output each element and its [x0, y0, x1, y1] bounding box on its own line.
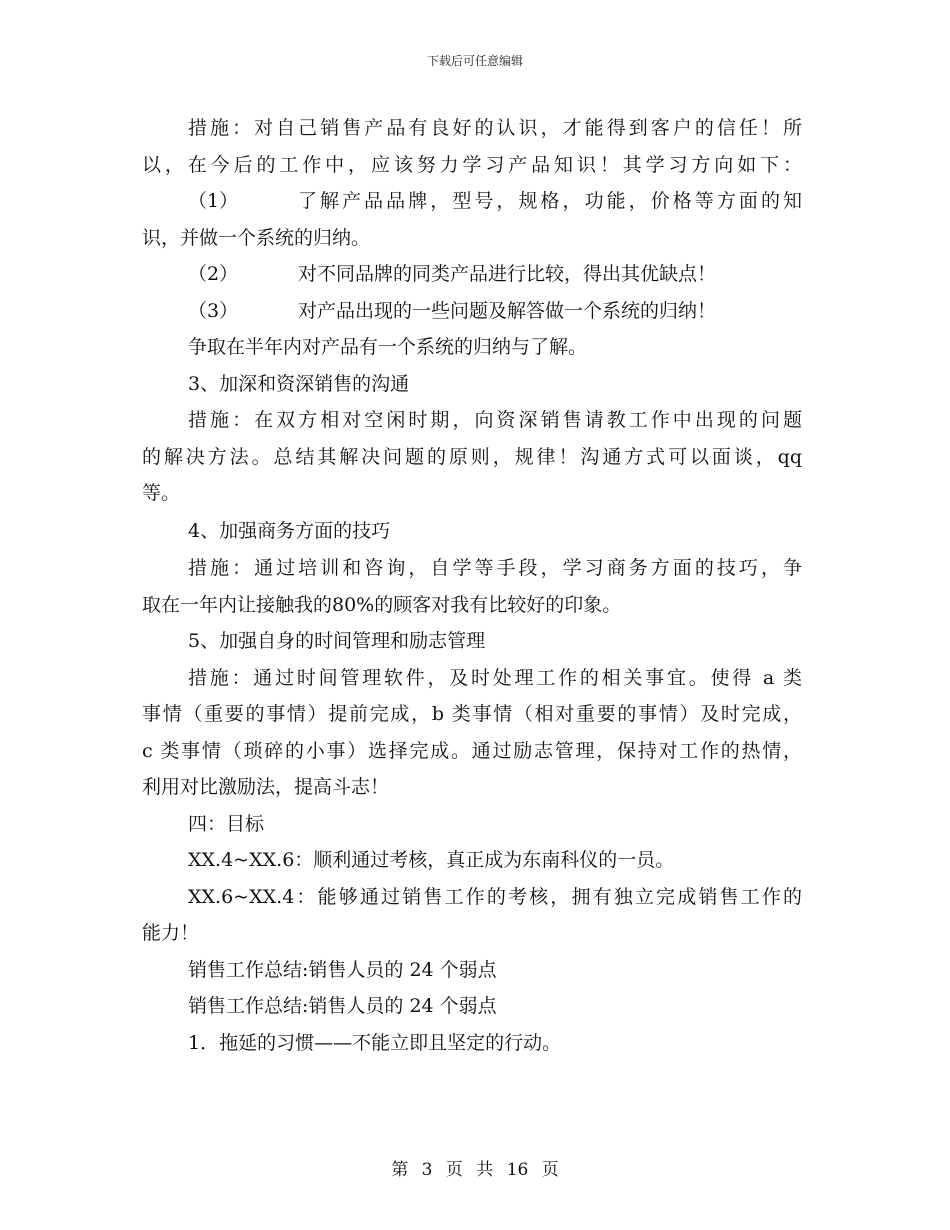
list-item: 1．拖延的习惯——不能立即且坚定的行动。: [188, 1031, 562, 1054]
section-heading: 销售工作总结:销售人员的 24 个弱点: [188, 958, 497, 981]
paragraph-line: 措施：在双方相对空闲时期，向资深销售请教工作中出现的问题: [188, 409, 802, 431]
paragraph-line: 利用对比激励法，提高斗志！: [142, 776, 390, 798]
paragraph-line: XX.6~XX.4：能够通过销售工作的考核，拥有独立完成销售工作的: [188, 885, 802, 908]
section-heading: 4、加强商务方面的技巧: [188, 519, 391, 542]
enum-item-1: [142, 183, 802, 220]
paragraph-line: 取在一年内让接触我的80%的顾客对我有比较好的印象。: [142, 593, 622, 616]
enum-text: 了解产品品牌，型号，规格，功能，价格等方面的知: [298, 190, 802, 212]
enum-item-2: [142, 256, 802, 293]
paragraph-line: 措施：对自己销售产品有良好的认识，才能得到客户的信任！所: [188, 117, 802, 139]
paragraph-line: 能力！: [142, 922, 200, 944]
enum-text: 对产品出现的一些问题及解答做一个系统的归纳！: [298, 299, 717, 322]
paragraph-line: 事情（重要的事情）提前完成，b 类事情（相对重要的事情）及时完成，: [142, 703, 802, 725]
enum-number: （1）: [188, 190, 239, 212]
paragraph-line: 等。: [142, 482, 181, 504]
document-body: [142, 110, 802, 1061]
page-header: 下载后可任意编辑: [426, 54, 523, 68]
paragraph-line: 识，并做一个系统的归纳。: [142, 226, 371, 249]
page-footer: 第 3 页 共 16 页: [391, 1160, 559, 1180]
paragraph-line: 争取在半年内对产品有一个系统的归纳与了解。: [188, 336, 588, 358]
paragraph-line: 的解决方法。总结其解决问题的原则，规律！沟通方式可以面谈，qq: [142, 445, 802, 468]
section-heading: 5、加强自身的时间管理和励志管理: [188, 630, 486, 652]
enum-item-3: [142, 293, 802, 330]
paragraph-line: c 类事情（琐碎的小事）选择完成。通过励志管理，保持对工作的热情，: [142, 739, 802, 762]
paragraph-line: 以，在今后的工作中，应该努力学习产品知识！其学习方向如下：: [142, 153, 802, 176]
enum-text: 对不同品牌的同类产品进行比较，得出其优缺点！: [298, 263, 717, 285]
section-heading: 四：目标: [188, 812, 265, 835]
enum-number: （3）: [188, 299, 239, 322]
section-heading: 销售工作总结:销售人员的 24 个弱点: [188, 995, 497, 1017]
paragraph-line: XX.4~XX.6：顺利通过考核，真正成为东南科仪的一员。: [188, 849, 675, 871]
paragraph-line: 措施：通过时间管理软件，及时处理工作的相关事宜。使得 a 类: [188, 666, 802, 689]
section-heading: 3、加深和资深销售的沟通: [188, 372, 410, 395]
paragraph-line: 措施：通过培训和咨询，自学等手段，学习商务方面的技巧，争: [188, 557, 802, 579]
enum-number: （2）: [188, 263, 239, 285]
